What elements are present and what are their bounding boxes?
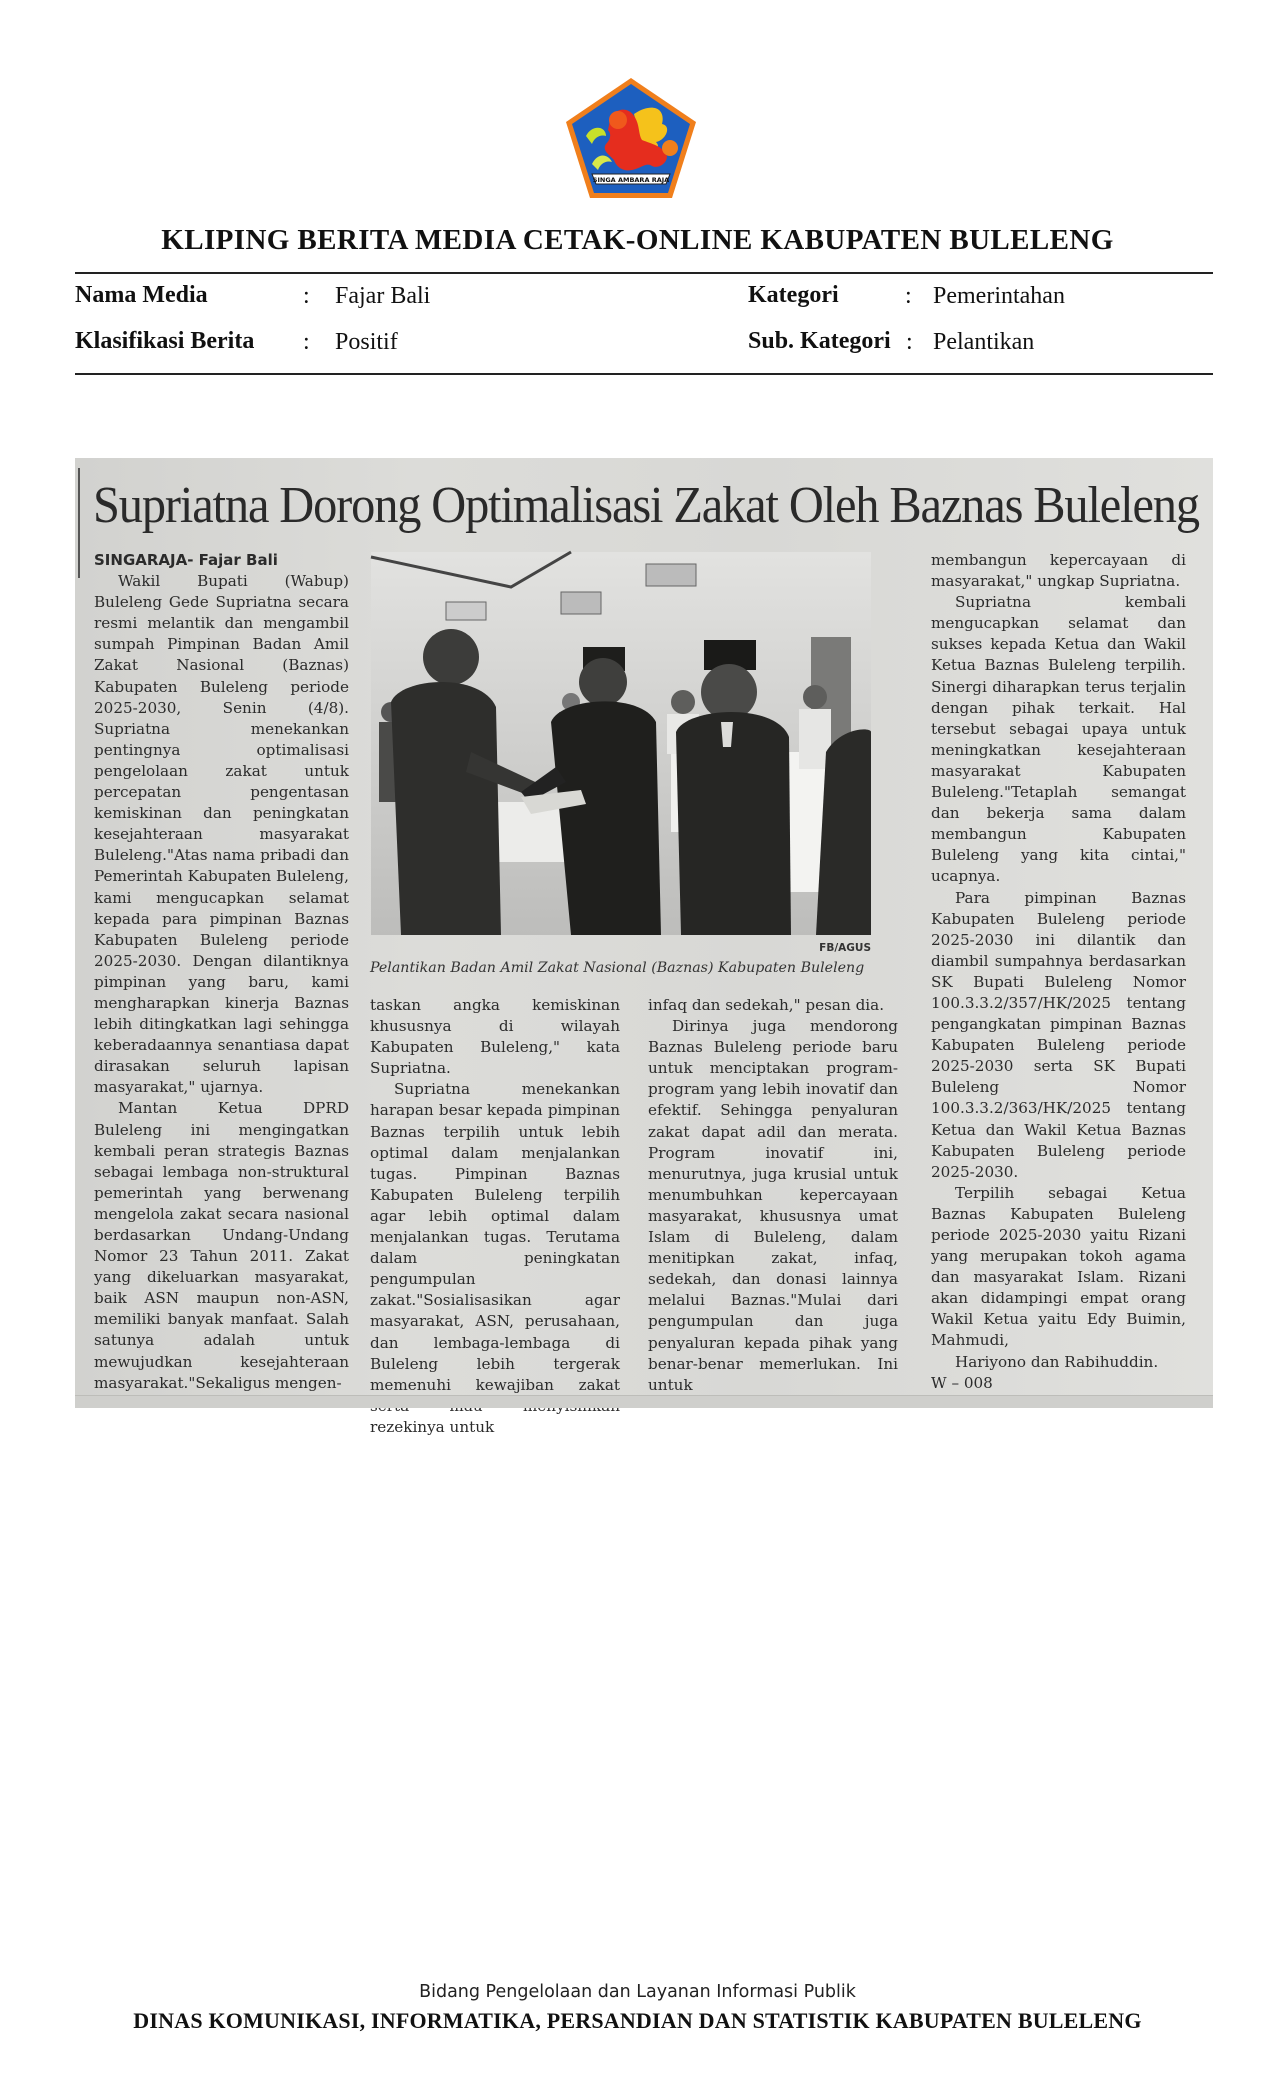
paragraph: Mantan Ketua DPRD Buleleng ini mengingatkan kembali peran strategis Baznas sebagai lembaga non-struktural pemerintah yang berwenang mengelola zakat secara nasional berdasarkan Undang-Undang Nomor 23 Tahun 2011. Zakat yang dikeluarkan masyarakat, baik ASN maupun non-ASN, memiliki banyak manfaat. Salah satunya adalah untuk mewujudkan kesejahteraan masyarakat."Sekaligus mengen- xyxy=(94,1099,349,1392)
paragraph: Wakil Bupati (Wabup) Buleleng Gede Supriatna secara resmi melantik dan mengambil sumpah Pimpinan Badan Amil Zakat Nasional (Baznas) Kabupaten Buleleng periode 2025-2030, Senin (4/8). Supriatna menekankan pentingnya optimalisasi pengelolaan zakat untuk percepatan pengentasan kemiskinan dan peningkatan kesejahteraan masyarakat Buleleng."Atas nama pribadi dan Pemerintah Kabupaten Buleleng, kami mengucapkan selamat kepada para pimpinan Baznas Kabupaten Buleleng periode 2025-2030. Dengan dilantiknya pimpinan yang baru, kami mengharapkan kinerja Baznas lebih ditingkatkan lagi sehingga keberadaannya senantiasa dapat dirasakan seluruh lapisan masyarakat," ujarnya. xyxy=(94,572,349,1097)
paragraph: Para pimpinan Baznas Kabupaten Buleleng periode 2025-2030 ini dilantik dan diambil sumpahnya berdasarkan SK Bupati Buleleng Nomor 100.3.3.2/357/HK/2025 tentang pengangkatan pimpinan Baznas Kabupaten Buleleng periode 2025-2030 serta SK Bupati Buleleng Nomor 100.3.3.2/363/HK/2025 tentang Ketua dan Wakil Ketua Baznas Kabupaten Buleleng periode 2025-2030. xyxy=(931,888,1186,1181)
article-photo xyxy=(371,552,871,935)
sub-kategori-colon: : xyxy=(906,329,913,355)
sub-kategori-label: Sub. Kategori xyxy=(748,328,891,354)
klasifikasi-value: Positif xyxy=(335,329,398,355)
article-dateline: SINGARAJA- Fajar Bali xyxy=(94,551,278,569)
header-divider-top xyxy=(75,272,1213,274)
author-code: W – 008 xyxy=(931,1373,993,1392)
header-divider-bottom xyxy=(75,373,1213,375)
article-column-2 xyxy=(370,995,620,1438)
nama-media-value: Fajar Bali xyxy=(335,283,431,309)
clipping-bottom-edge xyxy=(75,1395,1213,1408)
paragraph: Supriatna menekankan harapan besar kepada pimpinan Baznas terpilih untuk lebih optimal dalam menjalankan tugas. Pimpinan Baznas Kabupaten Buleleng terpilih agar lebih optimal dalam menjalankan tugas. Terutama dalam peningkatan pengumpulan zakat."Sosialisasikan agar masyarakat, ASN, perusahaan, dan lembaga-lembaga di Buleleng lebih tergerak memenuhi kewajiban zakat rezekinya untuk xyxy=(370,1080,620,1436)
photo-caption: Pelantikan Badan Amil Zakat Nasional (Baznas) Kabupaten Buleleng xyxy=(370,960,865,976)
footer-agency: DINAS KOMUNIKASI, INFORMATIKA, PERSANDIAN DAN STATISTIK KABUPATEN BULELENG xyxy=(133,2008,1142,2033)
article-column-4 xyxy=(931,550,1186,1394)
sub-kategori-value: Pelantikan xyxy=(933,329,1035,355)
kategori-label: Kategori xyxy=(748,282,839,308)
paragraph: Dirinya juga mendorong Baznas Buleleng periode baru untuk menciptakan program-program yang lebih inovatif dan efektif. Sehingga penyaluran zakat dapat adil dan merata. Program inovatif ini, menurutnya, juga krusial untuk menumbuhkan kepercayaan masyarakat, khususnya umat Islam di Buleleng, dalam menitipkan zakat, infaq, sedekah, dan donasi lainnya melalui Baznas."Mulai dari pengumpulan dan juga penyaluran kepada pihak yang benar-benar memerlukan. Ini untuk xyxy=(648,1017,898,1394)
kategori-colon: : xyxy=(905,283,912,309)
article-column-1 xyxy=(94,550,349,1394)
paragraph: infaq dan sedekah," pesan dia. xyxy=(648,996,885,1014)
crest-motto: SINGA AMBARA RAJA xyxy=(592,176,670,184)
klasifikasi-colon: : xyxy=(303,329,310,355)
article-headline: Supriatna Dorong Optimalisasi Zakat Oleh Baznas Buleleng xyxy=(93,477,1199,534)
kategori-value: Pemerintahan xyxy=(933,283,1065,309)
paragraph: Terpilih sebagai Ketua Baznas Kabupaten Buleleng periode 2025-2030 yaitu Rizani yang merupakan tokoh agama dan masyarakat Islam. Rizani akan didampingi empat orang Wakil Ketua yaitu Edy Buimin, Mahmudi, xyxy=(931,1183,1186,1350)
paragraph: taskan angka kemiskinan khususnya di wilayah Kabupaten Buleleng," kata Supriatna. xyxy=(370,996,620,1078)
nama-media-colon: : xyxy=(303,283,310,309)
nama-media-label: Nama Media xyxy=(75,282,208,308)
footer-subtitle: Bidang Pengelolaan dan Layanan Informasi Publik xyxy=(419,1982,856,2002)
paragraph: Supriatna kembali mengucapkan selamat dan sukses kepada Ketua dan Wakil Ketua Baznas Buleleng terpilih. Sinergi diharapkan terus terjalin dengan pihak terkait. Hal tersebut sebagai upaya untuk meningkatkan kesejahteraan masyarakat Kabupaten Buleleng."Tetaplah semangat dan bekerja sama dalam membangun Kabupaten Buleleng yang kita cintai," ucapnya. xyxy=(931,593,1186,886)
newspaper-clipping xyxy=(75,458,1213,1436)
paragraph: Hariyono dan Rabihuddin. xyxy=(955,1352,1159,1371)
document-title: KLIPING BERITA MEDIA CETAK-ONLINE KABUPATEN BULELENG xyxy=(161,224,1114,256)
klasifikasi-label: Klasifikasi Berita xyxy=(75,328,255,354)
paragraph: membangun kepercayaan di masyarakat," ungkap Supriatna. xyxy=(931,551,1186,591)
kabupaten-buleleng-crest-icon xyxy=(562,74,700,202)
column-rule xyxy=(78,468,80,578)
photo-credit: FB/AGUS xyxy=(819,942,871,954)
article-column-3 xyxy=(648,995,898,1396)
